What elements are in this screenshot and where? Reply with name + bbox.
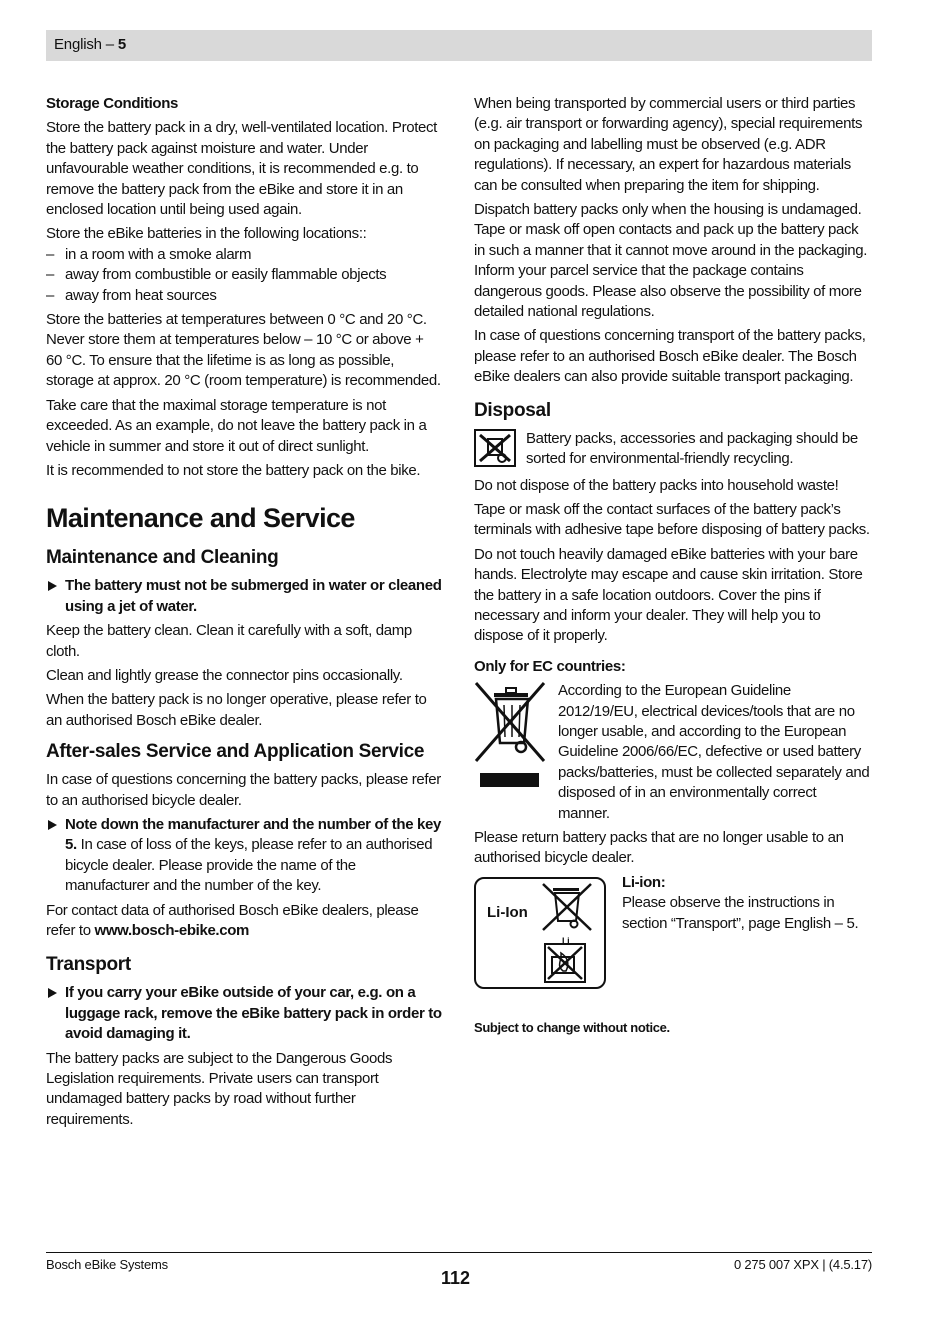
cleaning-heading: Maintenance and Cleaning [46, 547, 279, 569]
footer-divider [46, 1252, 872, 1253]
after-sales-heading: After-sales Service and Application Service [46, 741, 425, 763]
footer-company: Bosch eBike Systems [46, 1257, 168, 1272]
transport-paragraph: When being transported by commercial users or third parties (e.g. air transport or forwarding agency), special requirements on packaging and labelling must be observed (e.g. ADR regulations). If necessary, an expert for hazardous materials can be consulted when preparing the item for shipping. [474, 95, 863, 194]
disposal-paragraph: Do not dispose of the battery packs into household waste! [474, 476, 839, 494]
return-paragraph: Please return battery packs that are no longer usable to an authorised bicycle dealer. [474, 829, 844, 867]
right-column [474, 94, 870, 1038]
liion-label: Li-Ion [487, 903, 528, 921]
arrow-bullet-icon [48, 988, 57, 998]
storage-paragraph: Store the battery pack in a dry, well-ventilated location. Protect the battery pack against moisture and water. Under unfavourable weather conditions, it is recommended e.g. to remove the battery pack from the eBike and store it in an enclosed location until being used again. [46, 119, 437, 219]
crossed-bin-battery-icon [540, 881, 594, 933]
recycling-row [474, 429, 870, 470]
warning-note: If you carry your eBike outside of your car, e.g. on a luggage rack, remove the eBike battery pack in order to avoid damaging it. [46, 983, 442, 1044]
list-item: – away from combustible or easily flammable objects [46, 265, 442, 285]
section-title: Maintenance and Service [46, 503, 355, 534]
cleaning-paragraph: Clean and lightly grease the connector pins occasionally. [46, 666, 403, 684]
storage-paragraph: Take care that the maximal storage temperature is not exceeded. As an example, do not leave the battery pack in a vehicle in summer and store it out of direct sunlight. [46, 396, 427, 455]
recycling-disposal-icon [474, 429, 516, 467]
ec-guideline-text: According to the European Guideline 2012/19/EU, electrical devices/tools that are no longer usable, and according to the European Guideline 2006/66/EC, defective or used battery packs/batteries, must be collected separately and disposed of in an environmentally correct manner. [558, 682, 870, 822]
list-item: – away from heat sources [46, 286, 442, 306]
ec-heading: Only for EC countries: [474, 657, 626, 675]
storage-paragraph: Store the batteries at temperatures between 0 °C and 20 °C. Never store them at temperatures below – 10 °C or above + 60 °C. To ensure that the lifetime is as long as possible, storage at approx. 20 °C (room temperature) is recommended. [46, 311, 441, 390]
weee-bar [480, 773, 539, 787]
storage-paragraph: Store the eBike batteries in the following locations:: [46, 225, 367, 243]
list-item: – in a room with a smoke alarm [46, 245, 442, 265]
cleaning-paragraph: When the battery pack is no longer operative, please refer to an authorised Bosch eBike dealer. [46, 691, 427, 729]
change-notice: Subject to change without notice. [474, 1020, 670, 1036]
transport-paragraph: The battery packs are subject to the Dangerous Goods Legislation requirements. Private users can transport undamaged battery packs by road without further requirements. [46, 1049, 393, 1128]
disposal-heading: Disposal [474, 399, 551, 421]
weee-row [474, 681, 870, 824]
page-header [46, 30, 872, 61]
footer-doc-number: 0 275 007 XPX | (4.5.17) [733, 1257, 872, 1272]
left-column [46, 94, 442, 1134]
after-sales-paragraph: In case of questions concerning the battery packs, please refer to an authorised bicycle dealer. [46, 771, 441, 809]
liion-heading: Li-ion: [622, 873, 666, 891]
header-label: English – 5 [54, 36, 127, 53]
disposal-paragraph: Do not touch heavily damaged eBike batteries with your bare hands. Electrolyte may escape and cause skin irritation. Store the battery in a safe location outdoors. Cover the pins if necessary and inform your dealer. They will help you to dispose of it properly. [474, 545, 863, 645]
crossed-wheelie-bin-icon [474, 681, 546, 785]
transport-heading: Transport [46, 954, 131, 976]
disposal-paragraph: Tape or mask off the contact surfaces of the battery pack’s terminals with adhesive tape before disposing of battery packs. [474, 500, 870, 539]
warning-note: Note down the manufacturer and the number of the key 5. In case of loss of the keys, please refer to an authorised bicycle dealer. Please provide the name of the manufacturer and the number of the key. [46, 815, 442, 897]
arrow-bullet-icon [48, 581, 57, 591]
storage-paragraph: It is recommended to not store the battery pack on the bike. [46, 461, 421, 479]
liion-label-box [474, 877, 606, 989]
liion-paragraph: Please observe the instructions in section “Transport”, page English – 5. [622, 894, 859, 932]
cleaning-paragraph: Keep the battery clean. Clean it carefully with a soft, damp cloth. [46, 622, 412, 660]
website-link[interactable]: www.bosch-ebike.com [94, 922, 250, 939]
page-number: 112 [441, 1268, 471, 1288]
contact-paragraph: For contact data of authorised Bosch eBike dealers, please refer to www.bosch-ebike.com [46, 901, 419, 939]
storage-location-list [46, 245, 442, 306]
transport-paragraph: In case of questions concerning transport of the battery packs, please refer to an authorised Bosch eBike dealer. The Bosch eBike dealers can also provide suitable transport packaging. [474, 327, 866, 386]
storage-heading: Storage Conditions [46, 95, 179, 112]
transport-paragraph: Dispatch battery packs only when the housing is undamaged. Tape or mask off open contacts and pack up the battery pack in such a manner that it cannot move around in the packaging. Inform your parcel service that the package contains dangerous goods. Please also observe the possibility of more detailed national regulations. [474, 201, 868, 321]
recycling-text: Battery packs, accessories and packaging should be sorted for environmental-friendly recycling. [526, 429, 858, 468]
battery-fire-icon [544, 943, 586, 983]
liion-row [474, 873, 870, 946]
liion-small-label: Li [562, 935, 570, 946]
arrow-bullet-icon [48, 820, 57, 830]
warning-note: The battery must not be submerged in water or cleaned using a jet of water. [46, 576, 442, 617]
